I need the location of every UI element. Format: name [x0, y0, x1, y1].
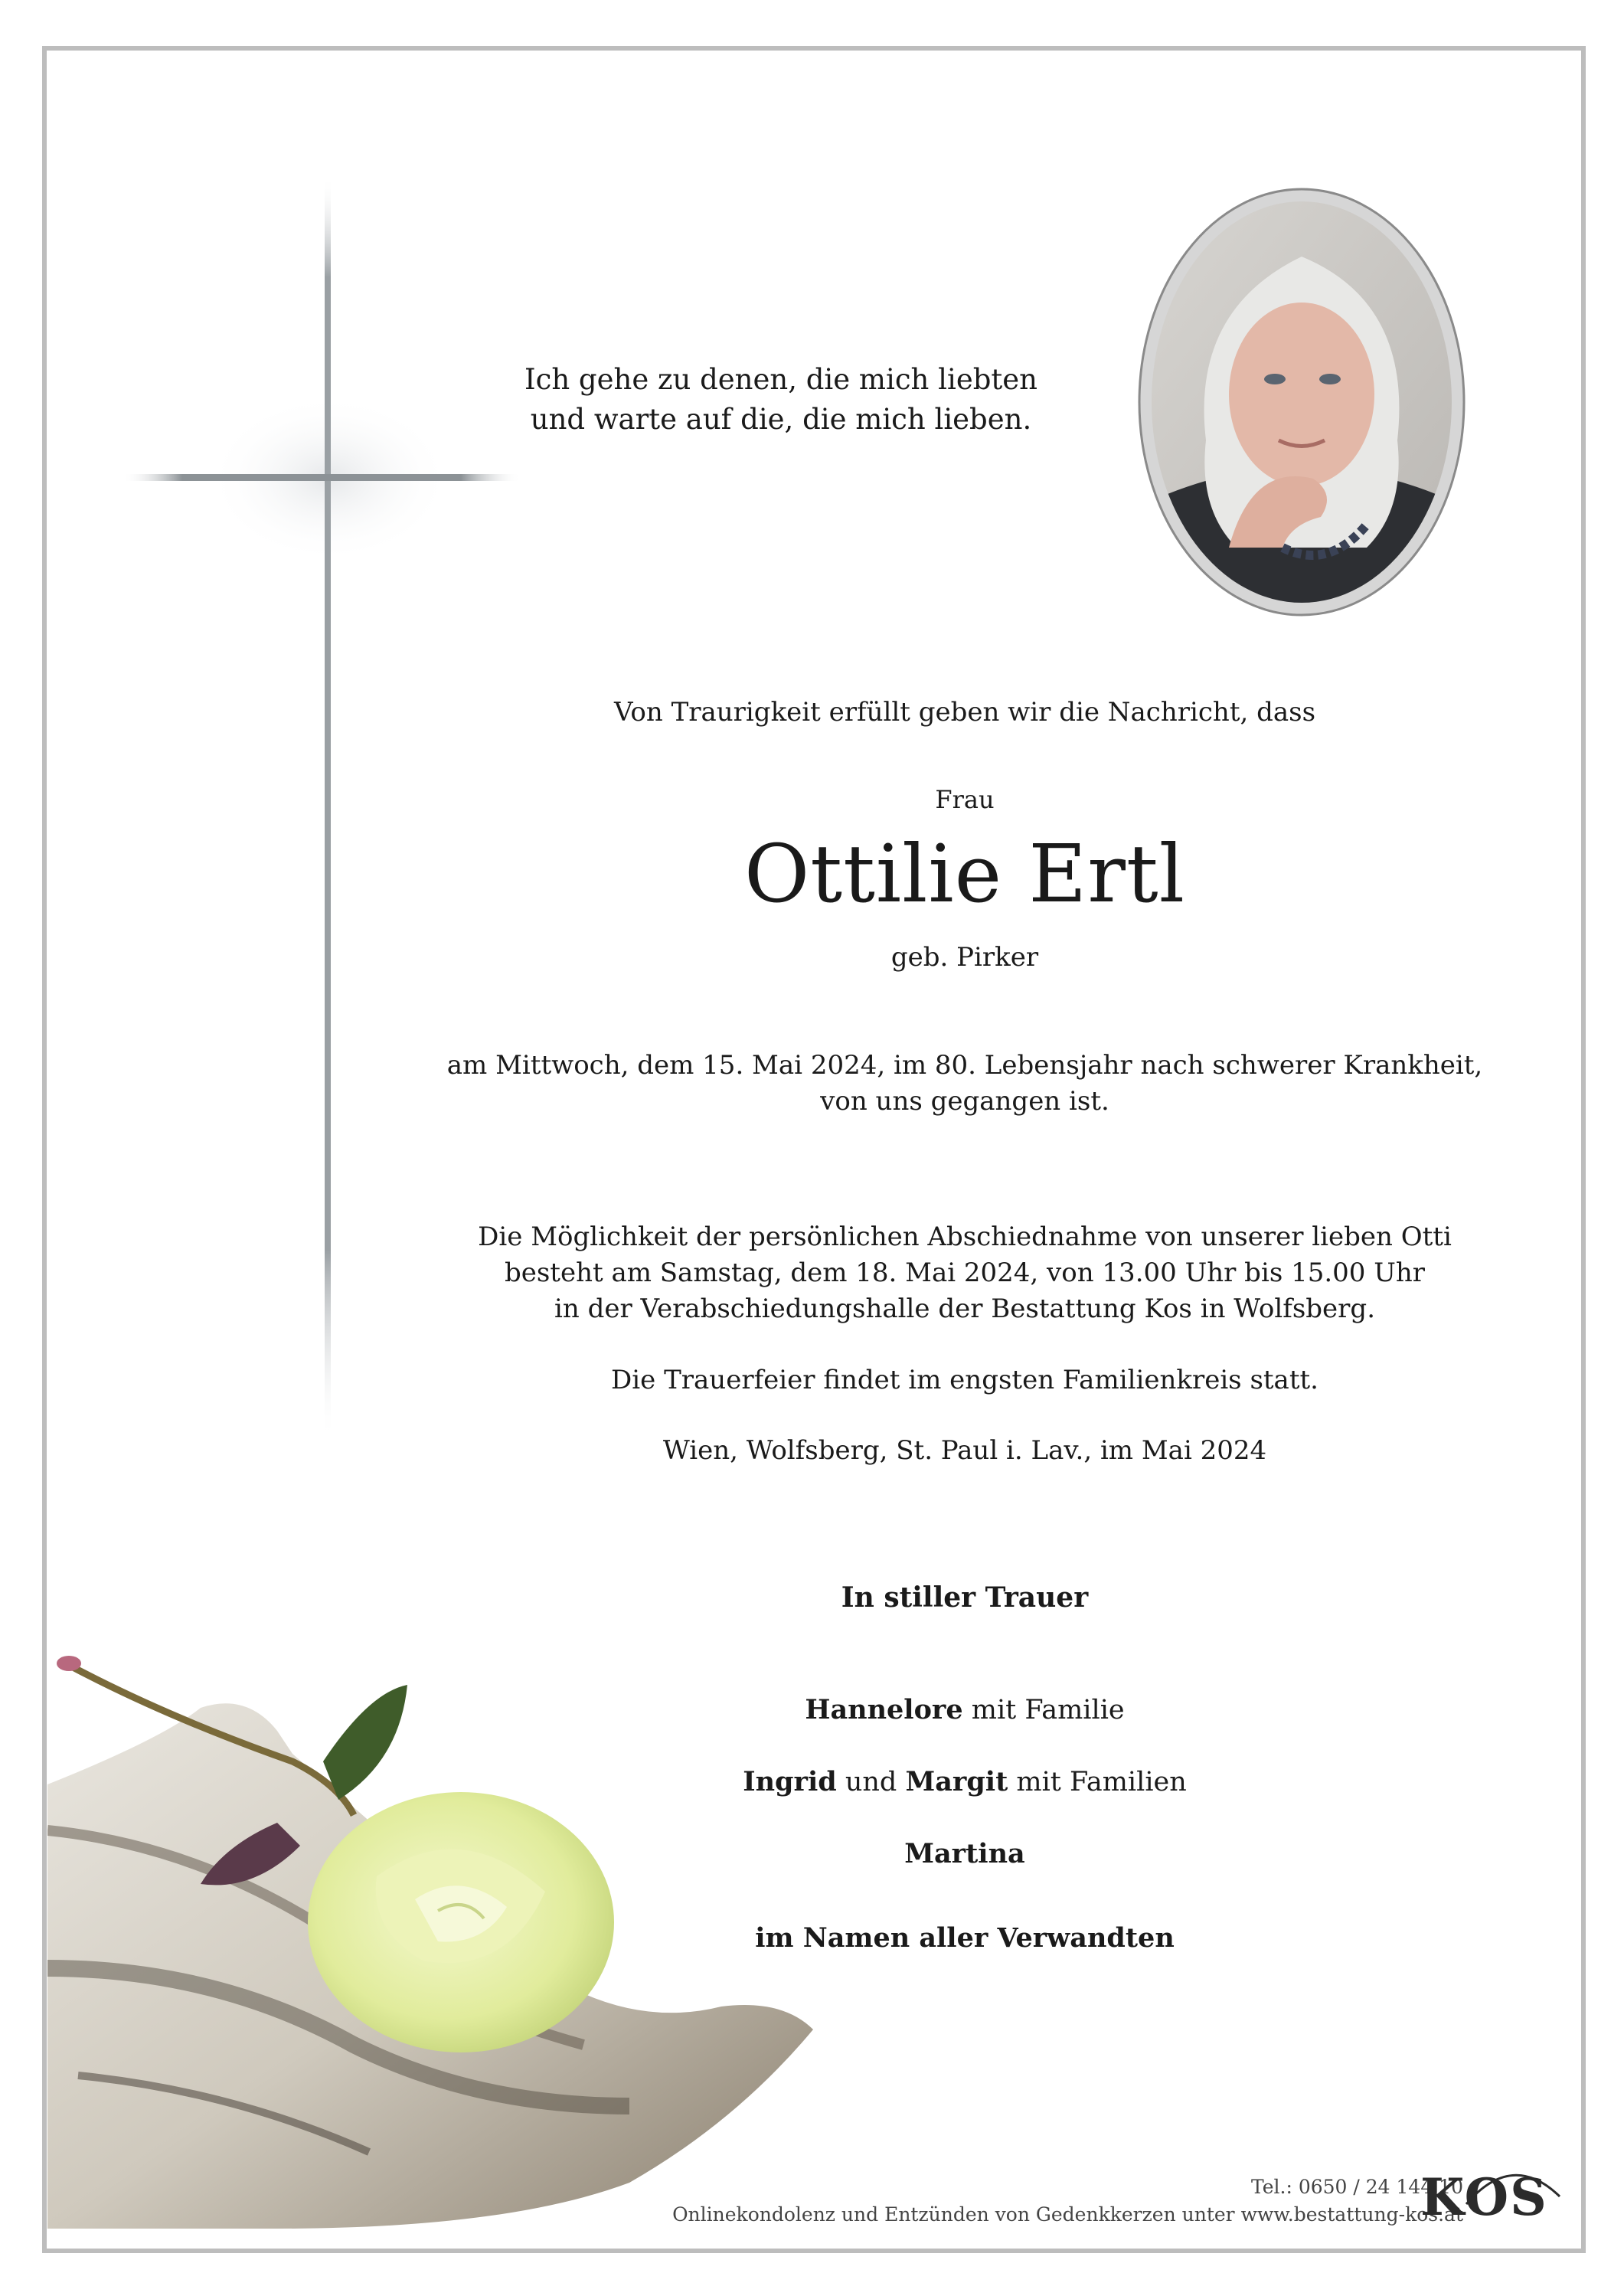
ceremony-note: Die Trauerfeier findet im engsten Familienkreis statt. [611, 1365, 1318, 1395]
death-line-1: am Mittwoch, dem 15. Mai 2024, im 80. Lebensjahr nach schwerer Krankheit, [446, 1050, 1483, 1081]
mourner-2-name-1: Ingrid [743, 1766, 837, 1797]
kos-logo: KOS [1420, 2167, 1548, 2227]
farewell-line-2: besteht am Samstag, dem 18. Mai 2024, von 13.00 Uhr bis 15.00 Uhr [504, 1258, 1426, 1288]
mourner-1-name: Hannelore [805, 1694, 963, 1725]
mourner-2-rest: mit Familien [1008, 1767, 1187, 1797]
mourner-3-name: Martina [904, 1838, 1025, 1869]
salutation: Frau [935, 785, 995, 814]
relatives-closing: im Namen aller Verwandten [755, 1922, 1175, 1954]
mourner-2-name-2: Margit [905, 1766, 1008, 1797]
farewell-line-1: Die Möglichkeit der persönlichen Abschiednahme von unserer lieben Otti [478, 1222, 1452, 1252]
mourning-heading: In stiller Trauer [841, 1581, 1089, 1614]
quote [383, 360, 1547, 440]
death-line-2: von uns gegangen ist. [820, 1086, 1109, 1117]
footer-contact [672, 2173, 1463, 2229]
maiden-name: geb. Pirker [890, 942, 1039, 973]
mourner-2-mid: und [836, 1767, 906, 1797]
announcement-intro: Von Traurigkeit erfüllt geben wir die Nachricht, dass [613, 697, 1316, 728]
farewell-info [383, 1219, 1547, 1327]
mourner-1-rest: mit Familie [962, 1695, 1125, 1725]
death-notice [383, 1048, 1547, 1120]
logo-arc-icon [1459, 2158, 1566, 2212]
quote-line-2: und warte auf die, die mich lieben. [530, 403, 1032, 436]
place-date: Wien, Wolfsberg, St. Paul i. Lav., im Mai 2024 [662, 1435, 1267, 1466]
deceased-name: Ottilie Ertl [744, 827, 1185, 921]
farewell-line-3: in der Verabschiedungshalle der Bestattung Kos in Wolfsberg. [554, 1294, 1375, 1324]
quote-line-1: Ich gehe zu denen, die mich liebten [524, 363, 1037, 396]
footer-phone: Tel.: 0650 / 24 144 10 [1250, 2176, 1463, 2198]
footer-web: Onlinekondolenz und Entzünden von Gedenkkerzen unter www.bestattung-kos.at [672, 2203, 1463, 2226]
rose-on-birch-bark [47, 1647, 851, 2229]
